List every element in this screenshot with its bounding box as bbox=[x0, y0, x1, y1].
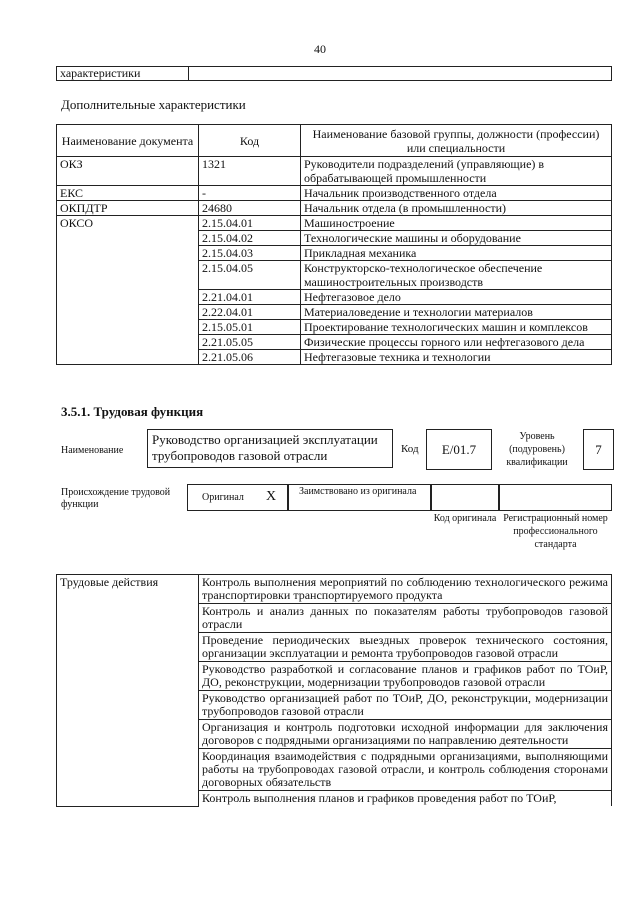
row-name: Технологические машины и оборудование bbox=[301, 231, 612, 246]
row-doc: ЕКС bbox=[57, 186, 199, 201]
action-item: Координация взаимодействия с подрядными организациями, выполняющими работы на трубопроводах газовой отрасли, и контроль соблюдения сторонами договорных обязательств bbox=[199, 749, 612, 791]
function-name-value: Руководство организацией эксплуатации трубопроводов газовой отрасли bbox=[147, 429, 393, 468]
borrowed-cell bbox=[288, 484, 431, 511]
row-code: 2.15.04.03 bbox=[199, 246, 301, 261]
action-item: Руководство организацией работ по ТОиР, ДО, реконструкции, модернизации трубопроводов газовой отрасли bbox=[199, 691, 612, 720]
action-item: Организация и контроль подготовки исходной информации для заключения договоров с подрядными организациями по направлению деятельности bbox=[199, 720, 612, 749]
function-heading: 3.5.1. Трудовая функция bbox=[61, 404, 204, 419]
row-name: Проектирование технологических машин и комплексов bbox=[301, 320, 612, 335]
action-item: Проведение периодических выездных проверок технического состояния, организации эксплуатации и ремонта трубопроводов газовой отрасли bbox=[199, 633, 612, 662]
row-code: 2.21.05.05 bbox=[199, 335, 301, 350]
row-name: Прикладная механика bbox=[301, 246, 612, 261]
top-continuation-table bbox=[56, 66, 612, 81]
table-row bbox=[57, 216, 612, 231]
row-doc: ОКПДТР bbox=[57, 201, 199, 216]
row-name: Материаловедение и технологии материалов bbox=[301, 305, 612, 320]
row-name: Физические процессы горного или нефтегазового дела bbox=[301, 335, 612, 350]
code-original-cell bbox=[431, 484, 499, 511]
row-code: 2.21.04.01 bbox=[199, 290, 301, 305]
original-cell bbox=[187, 484, 288, 511]
row-code: - bbox=[199, 186, 301, 201]
table-row bbox=[57, 186, 612, 201]
row-code: 2.15.04.01 bbox=[199, 216, 301, 231]
header-name: Наименование базовой группы, должности (профессии) или специальности bbox=[301, 125, 612, 157]
level-label: Уровень (подуровень) квалификации bbox=[506, 431, 568, 468]
row-code: 2.21.05.06 bbox=[199, 350, 301, 365]
code-label: Код bbox=[401, 443, 419, 455]
origin-label: Происхождение трудовой функции bbox=[61, 487, 171, 510]
function-level-value: 7 bbox=[583, 429, 614, 470]
top-row-label: характеристики bbox=[57, 67, 189, 81]
code-original-label: Код оригинала bbox=[433, 513, 497, 524]
reg-number-label: Регистрационный номер профессионального стандарта bbox=[503, 513, 608, 550]
top-row-value bbox=[189, 67, 612, 81]
original-label: Оригинал bbox=[202, 492, 244, 503]
action-item: Контроль выполнения мероприятий по соблюдению технологического режима транспортировки транспортируемого продукта bbox=[199, 575, 612, 604]
row-doc: ОКСО bbox=[57, 216, 199, 365]
row-name: Конструкторско-технологическое обеспечение машиностроительных производств bbox=[301, 261, 612, 290]
table-row bbox=[57, 201, 612, 216]
labor-actions-table bbox=[56, 574, 612, 807]
row-code: 2.15.04.02 bbox=[199, 231, 301, 246]
action-item: Руководство разработкой и согласование планов и графиков работ по ТОиР, ДО, реконструкции, модернизации трубопроводов газовой отрасли bbox=[199, 662, 612, 691]
row-code: 2.15.05.01 bbox=[199, 320, 301, 335]
row-name: Начальник производственного отдела bbox=[301, 186, 612, 201]
borrowed-label: Заимствовано из оригинала bbox=[299, 486, 417, 497]
row-code: 24680 bbox=[199, 201, 301, 216]
row-code: 2.22.04.01 bbox=[199, 305, 301, 320]
reg-number-cell bbox=[499, 484, 612, 511]
additional-table bbox=[56, 124, 612, 365]
name-label: Наименование bbox=[61, 445, 124, 456]
row-name: Машиностроение bbox=[301, 216, 612, 231]
page-number: 40 bbox=[314, 42, 326, 56]
header-doc: Наименование документа bbox=[57, 125, 199, 157]
header-code: Код bbox=[199, 125, 301, 157]
table-row bbox=[57, 157, 612, 186]
function-code-value: E/01.7 bbox=[426, 429, 492, 470]
original-mark: X bbox=[266, 489, 277, 504]
row-name: Нефтегазовое дело bbox=[301, 290, 612, 305]
row-code: 2.15.04.05 bbox=[199, 261, 301, 290]
row-name: Руководители подразделений (управляющие) в обрабатывающей промышленности bbox=[301, 157, 612, 186]
row-code: 1321 bbox=[199, 157, 301, 186]
row-doc: ОКЗ bbox=[57, 157, 199, 186]
row-name: Начальник отдела (в промышленности) bbox=[301, 201, 612, 216]
action-item: Контроль выполнения планов и графиков проведения работ по ТОиР, bbox=[199, 791, 612, 807]
row-name: Нефтегазовые техника и технологии bbox=[301, 350, 612, 365]
actions-label: Трудовые действия bbox=[57, 575, 199, 807]
action-item: Контроль и анализ данных по показателям работы трубопроводов газовой отрасли bbox=[199, 604, 612, 633]
table-row bbox=[57, 575, 612, 604]
additional-title: Дополнительные характеристики bbox=[61, 97, 246, 112]
